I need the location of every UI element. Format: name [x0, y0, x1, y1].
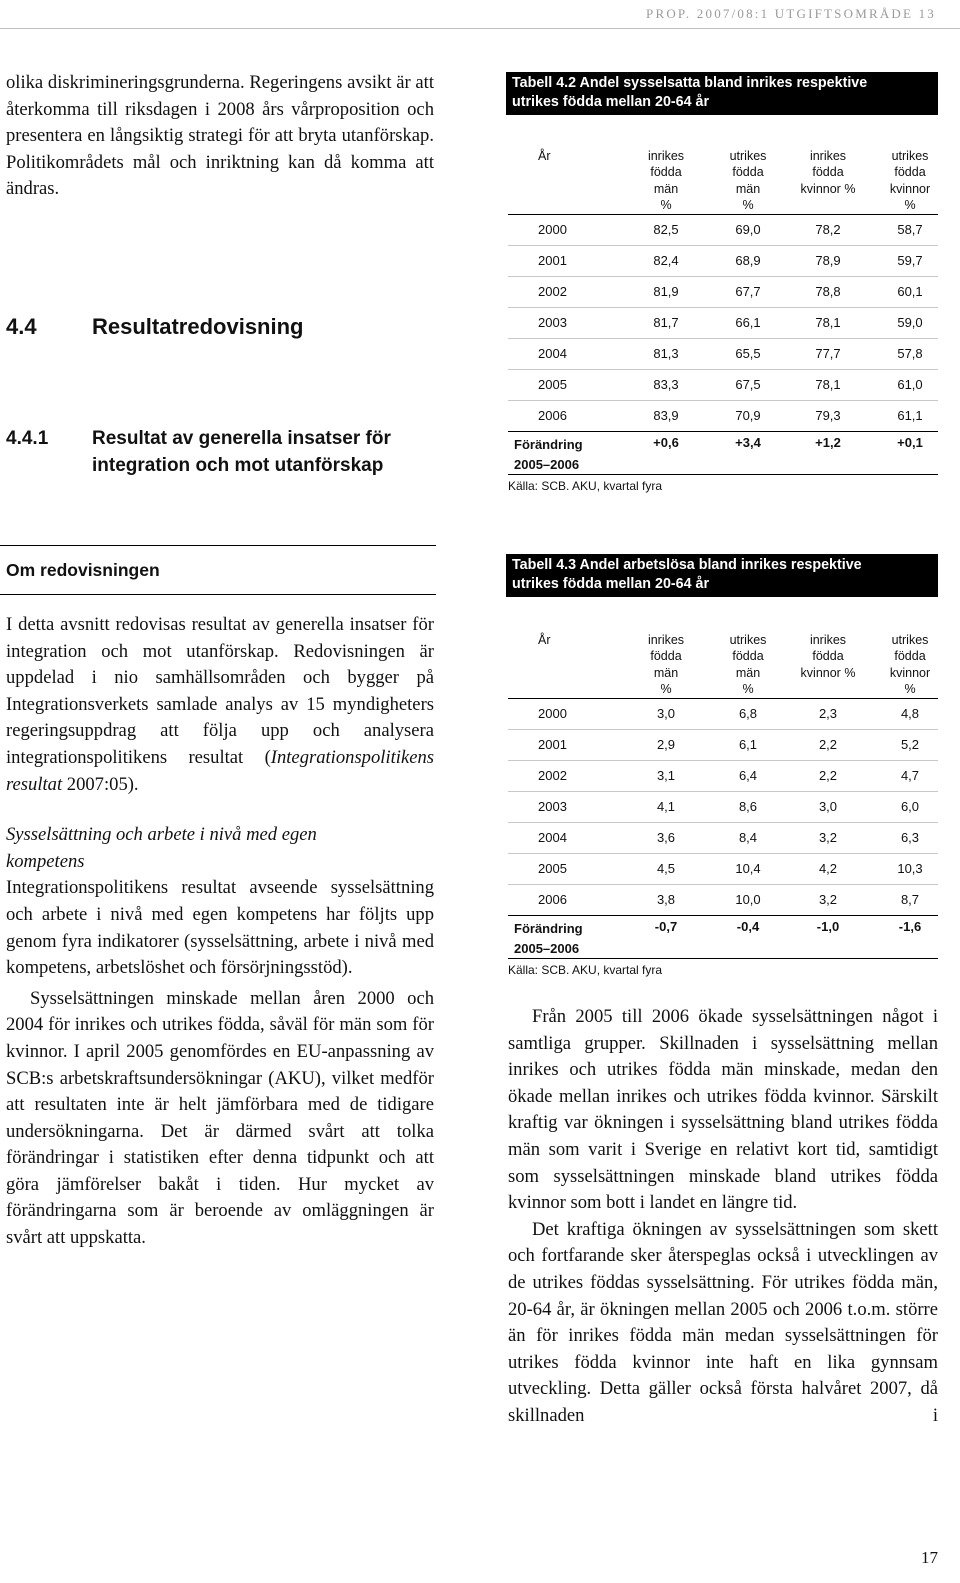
header-line: födda — [812, 649, 844, 664]
section-title: Resultatredovisning — [92, 314, 304, 339]
subsection-title-line1: Resultat av generella insatser för — [92, 428, 391, 449]
header-line: födda — [732, 165, 764, 180]
cell-value: 6,8 — [738, 706, 758, 721]
table-4-2-title-line2: utrikes födda mellan 20-64 år — [512, 94, 710, 110]
header-line: födda — [894, 165, 926, 180]
cell-value: 3,8 — [656, 892, 676, 907]
cell-value: 59,0 — [897, 315, 923, 330]
change-value: -1,6 — [898, 919, 922, 934]
change-value: -1,0 — [816, 919, 840, 934]
cell-value: 79,3 — [815, 408, 841, 423]
cell-value: 3,0 — [656, 706, 676, 721]
change-label — [514, 919, 583, 959]
box-paragraph-1-text: I detta avsnitt redovisas resultat av generella insatser för integration och mot utanförskap. Redovisningen är uppdelad i nio samhällsområden och bygger på Integrationsverkets samlade analys av 15 myndigheters regeringsuppdrag att följa upp och analysera integrationspolitikens resultat — [6, 614, 434, 768]
header-line: födda — [894, 649, 926, 664]
header-line: utrikes — [729, 149, 767, 163]
header-c2 — [708, 148, 788, 214]
cell-value: 6,1 — [738, 737, 758, 752]
table-source: Källa: SCB. AKU, kvartal fyra — [508, 479, 663, 493]
box-title: Om redovisningen — [6, 560, 160, 580]
box-paragraph-1 — [6, 612, 434, 798]
cell-value: 6,4 — [738, 768, 758, 783]
cell-value: 70,9 — [735, 408, 761, 423]
header-line: % — [742, 682, 754, 697]
table-row — [508, 276, 938, 307]
cell-value: 58,7 — [897, 222, 923, 237]
header-line: inrikes — [809, 633, 847, 647]
cell-value: 4,1 — [656, 799, 676, 814]
header-line: % — [742, 198, 754, 213]
cell-value: 81,7 — [653, 315, 679, 330]
cell-year: 2006 — [538, 892, 567, 907]
box-paragraph-2: Integrationspolitikens resultat avseende sysselsättning och arbete i nivå med egen kompetens har följts upp genom fyra indikatorer (sysselsättning, arbete i nivå med kompetens, arbetslöshet och försörjningsstöd). — [6, 877, 434, 979]
cell-value: 67,7 — [735, 284, 761, 299]
cell-value: 6,3 — [900, 830, 920, 845]
box-ref-close: 2007:05). — [62, 773, 139, 795]
section-number: 4.4 — [6, 314, 37, 339]
cell-value: 3,6 — [656, 830, 676, 845]
change-row — [508, 915, 938, 959]
cell-year: 2001 — [538, 737, 567, 752]
header-line: födda — [650, 649, 682, 664]
cell-value: 81,3 — [653, 346, 679, 361]
table-4-2-title — [506, 72, 938, 115]
box-body — [6, 612, 434, 1252]
header-c4 — [870, 148, 950, 214]
header-line: inrikes — [809, 149, 847, 163]
header-line: män — [735, 665, 761, 680]
table-4-2-title-line1: Tabell 4.2 Andel sysselsatta bland inrikes respektive — [512, 75, 868, 91]
change-label — [514, 435, 583, 475]
cell-value: 2,2 — [818, 737, 838, 752]
cell-value: 3,0 — [818, 799, 838, 814]
cell-year: 2006 — [538, 408, 567, 423]
cell-value: 78,9 — [815, 253, 841, 268]
table-row — [508, 760, 938, 791]
header-c1 — [626, 632, 706, 698]
header-line: % — [904, 198, 916, 213]
cell-value: 78,1 — [815, 315, 841, 330]
cell-value: 2,3 — [818, 706, 838, 721]
cell-value: 10,0 — [735, 892, 761, 907]
header-line: män — [653, 665, 679, 680]
change-label-line: Förändring — [514, 921, 583, 936]
header-line: födda — [650, 165, 682, 180]
right-body — [508, 1004, 938, 1430]
header-line: män — [653, 181, 679, 196]
page-number: 17 — [921, 1548, 938, 1567]
table-row — [508, 338, 938, 369]
change-label-line: 2005–2006 — [514, 941, 580, 956]
right-paragraph-2: Det kraftiga ökningen av sysselsättningen som skett och fortfarande sker återspeglas också i utvecklingen av de utrikes föddas sysselsättning. För utrikes födda män, 20-64 år, är ökningen mellan 2005 och 2006 t.o.m. större än för inrikes födda män medan sysselsättningen för utrikes födda kvinnor inte haft en lika gynnsam utveckling. Detta gäller också första halvåret 2007, då skillnaden i — [508, 1218, 938, 1426]
change-value: +0,6 — [653, 435, 679, 450]
header-line: % — [660, 682, 672, 697]
table-source: Källa: SCB. AKU, kvartal fyra — [508, 963, 663, 977]
right-paragraph-1: Från 2005 till 2006 ökade sysselsättningen något i samtliga grupper. Skillnaden i sysselsättning mellan inrikes och utrikes födda män minskade, medan den ökade mellan inrikes och utrikes födda kvinnor. Särskilt kraftig var ökningen i sysselsättning bland utrikes födda män som varit i Sverige en relativt kort tid, samtidigt som sysselsättningen minskade bland utrikes födda kvinnor som bott i landet en längre tid. — [508, 1006, 938, 1214]
box-ref-open: ( — [264, 746, 271, 768]
table-row — [508, 400, 938, 431]
running-header: PROP. 2007/08:1 UTGIFTSOMRÅDE 13 — [646, 6, 936, 21]
header-line: % — [904, 682, 916, 697]
table-row — [508, 698, 938, 729]
table-row — [508, 307, 938, 338]
cell-value: 61,0 — [897, 377, 923, 392]
cell-value: 78,2 — [815, 222, 841, 237]
header-line: utrikes — [891, 633, 929, 647]
cell-value: 8,7 — [900, 892, 920, 907]
header-line: inrikes — [647, 633, 685, 647]
table-row — [508, 853, 938, 884]
cell-value: 5,2 — [900, 737, 920, 752]
cell-value: 78,8 — [815, 284, 841, 299]
box-ref-title: Integrationspolitikens resultat — [6, 746, 434, 795]
cell-value: 61,1 — [897, 408, 923, 423]
change-value: +0,1 — [897, 435, 923, 450]
table-row — [508, 884, 938, 915]
table-row — [508, 822, 938, 853]
cell-value: 66,1 — [735, 315, 761, 330]
cell-value: 10,4 — [735, 861, 761, 876]
cell-value: 3,1 — [656, 768, 676, 783]
cell-year: 2004 — [538, 346, 567, 361]
cell-value: 81,9 — [653, 284, 679, 299]
subsection-number: 4.4.1 — [6, 428, 49, 449]
header-line: kvinnor % — [800, 181, 856, 196]
section-heading — [6, 314, 303, 340]
box-subheading: Sysselsättning och arbete i nivå med egen kompetens — [6, 824, 317, 872]
change-value: +1,2 — [815, 435, 841, 450]
table-row — [508, 791, 938, 822]
box-paragraph-3: Sysselsättningen minskade mellan åren 2000 och 2004 för inrikes och utrikes födda, såväl för män som för kvinnor. I april 2005 genomfördes en EU-anpassning av SCB:s arbetskraftsundersökningar (AKU), vilket medför att resultaten inte är helt jämförbara med de tidigare undersökningarna. Det är därmed svårt att tolka förändringar i statistiken efter denna tidpunkt och att göra jämförelser bakåt i tiden. Hur mycket av förändringarna som är beroende av omläggningen är svårt att uppskatta. — [6, 987, 434, 1249]
header-line: utrikes — [729, 633, 767, 647]
table-header — [508, 632, 938, 698]
cell-value: 10,3 — [897, 861, 923, 876]
change-value: -0,7 — [654, 919, 678, 934]
header-line: kvinnor — [889, 181, 931, 196]
table-4-3-title-line1: Tabell 4.3 Andel arbetslösa bland inrikes respektive — [512, 557, 862, 573]
cell-year: 2000 — [538, 706, 567, 721]
header-c1 — [626, 148, 706, 214]
cell-value: 4,8 — [900, 706, 920, 721]
cell-value: 2,9 — [656, 737, 676, 752]
change-value: -0,4 — [736, 919, 760, 934]
header-line: kvinnor % — [800, 665, 856, 680]
cell-year: 2004 — [538, 830, 567, 845]
cell-year: 2001 — [538, 253, 567, 268]
header-c4 — [870, 632, 950, 698]
table-row — [508, 214, 938, 245]
header-line: kvinnor — [889, 665, 931, 680]
cell-value: 6,0 — [900, 799, 920, 814]
cell-value: 3,2 — [818, 892, 838, 907]
cell-value: 4,7 — [900, 768, 920, 783]
cell-value: 82,4 — [653, 253, 679, 268]
cell-value: 3,2 — [818, 830, 838, 845]
table-4-3-title — [506, 554, 938, 597]
table-row — [508, 729, 938, 760]
subsection-title-line2: integration och mot utanförskap — [92, 455, 384, 476]
cell-value: 2,2 — [818, 768, 838, 783]
cell-value: 57,8 — [897, 346, 923, 361]
table-row — [508, 245, 938, 276]
header-c3 — [788, 632, 868, 681]
subsection-heading — [6, 425, 436, 479]
cell-year: 2003 — [538, 315, 567, 330]
header-year: År — [538, 149, 551, 163]
cell-value: 83,9 — [653, 408, 679, 423]
change-row — [508, 431, 938, 475]
table-header — [508, 148, 938, 214]
header-line: inrikes — [647, 149, 685, 163]
change-label-line: Förändring — [514, 437, 583, 452]
cell-year: 2005 — [538, 861, 567, 876]
header-line: födda — [812, 165, 844, 180]
cell-value: 4,2 — [818, 861, 838, 876]
header-c3 — [788, 148, 868, 197]
cell-value: 4,5 — [656, 861, 676, 876]
cell-value: 59,7 — [897, 253, 923, 268]
cell-value: 67,5 — [735, 377, 761, 392]
cell-value: 8,6 — [738, 799, 758, 814]
cell-value: 77,7 — [815, 346, 841, 361]
header-line: % — [660, 198, 672, 213]
table-4-2 — [508, 148, 938, 493]
header-line: män — [735, 181, 761, 196]
cell-year: 2003 — [538, 799, 567, 814]
cell-value: 8,4 — [738, 830, 758, 845]
cell-value: 69,0 — [735, 222, 761, 237]
cell-value: 83,3 — [653, 377, 679, 392]
header-year: År — [538, 633, 551, 647]
header-c2 — [708, 632, 788, 698]
table-row — [508, 369, 938, 400]
cell-value: 82,5 — [653, 222, 679, 237]
table-4-3 — [508, 632, 938, 977]
box-title-rule — [0, 594, 436, 595]
cell-year: 2002 — [538, 284, 567, 299]
cell-year: 2000 — [538, 222, 567, 237]
cell-year: 2005 — [538, 377, 567, 392]
cell-value: 78,1 — [815, 377, 841, 392]
cell-value: 60,1 — [897, 284, 923, 299]
header-rule — [0, 28, 960, 29]
box-top-rule — [0, 545, 436, 546]
header-line: födda — [732, 649, 764, 664]
table-4-3-title-line2: utrikes födda mellan 20-64 år — [512, 576, 710, 592]
change-label-line: 2005–2006 — [514, 457, 580, 472]
change-value: +3,4 — [735, 435, 761, 450]
cell-year: 2002 — [538, 768, 567, 783]
header-line: utrikes — [891, 149, 929, 163]
intro-paragraph: olika diskrimineringsgrunderna. Regeringens avsikt är att återkomma till riksdagen i 2008 års vårproposition och presentera en långsiktig strategi för att bryta utanförskap. Politikområdets mål och inriktning kan då komma att ändras. — [6, 72, 434, 200]
cell-value: 68,9 — [735, 253, 761, 268]
cell-value: 65,5 — [735, 346, 761, 361]
